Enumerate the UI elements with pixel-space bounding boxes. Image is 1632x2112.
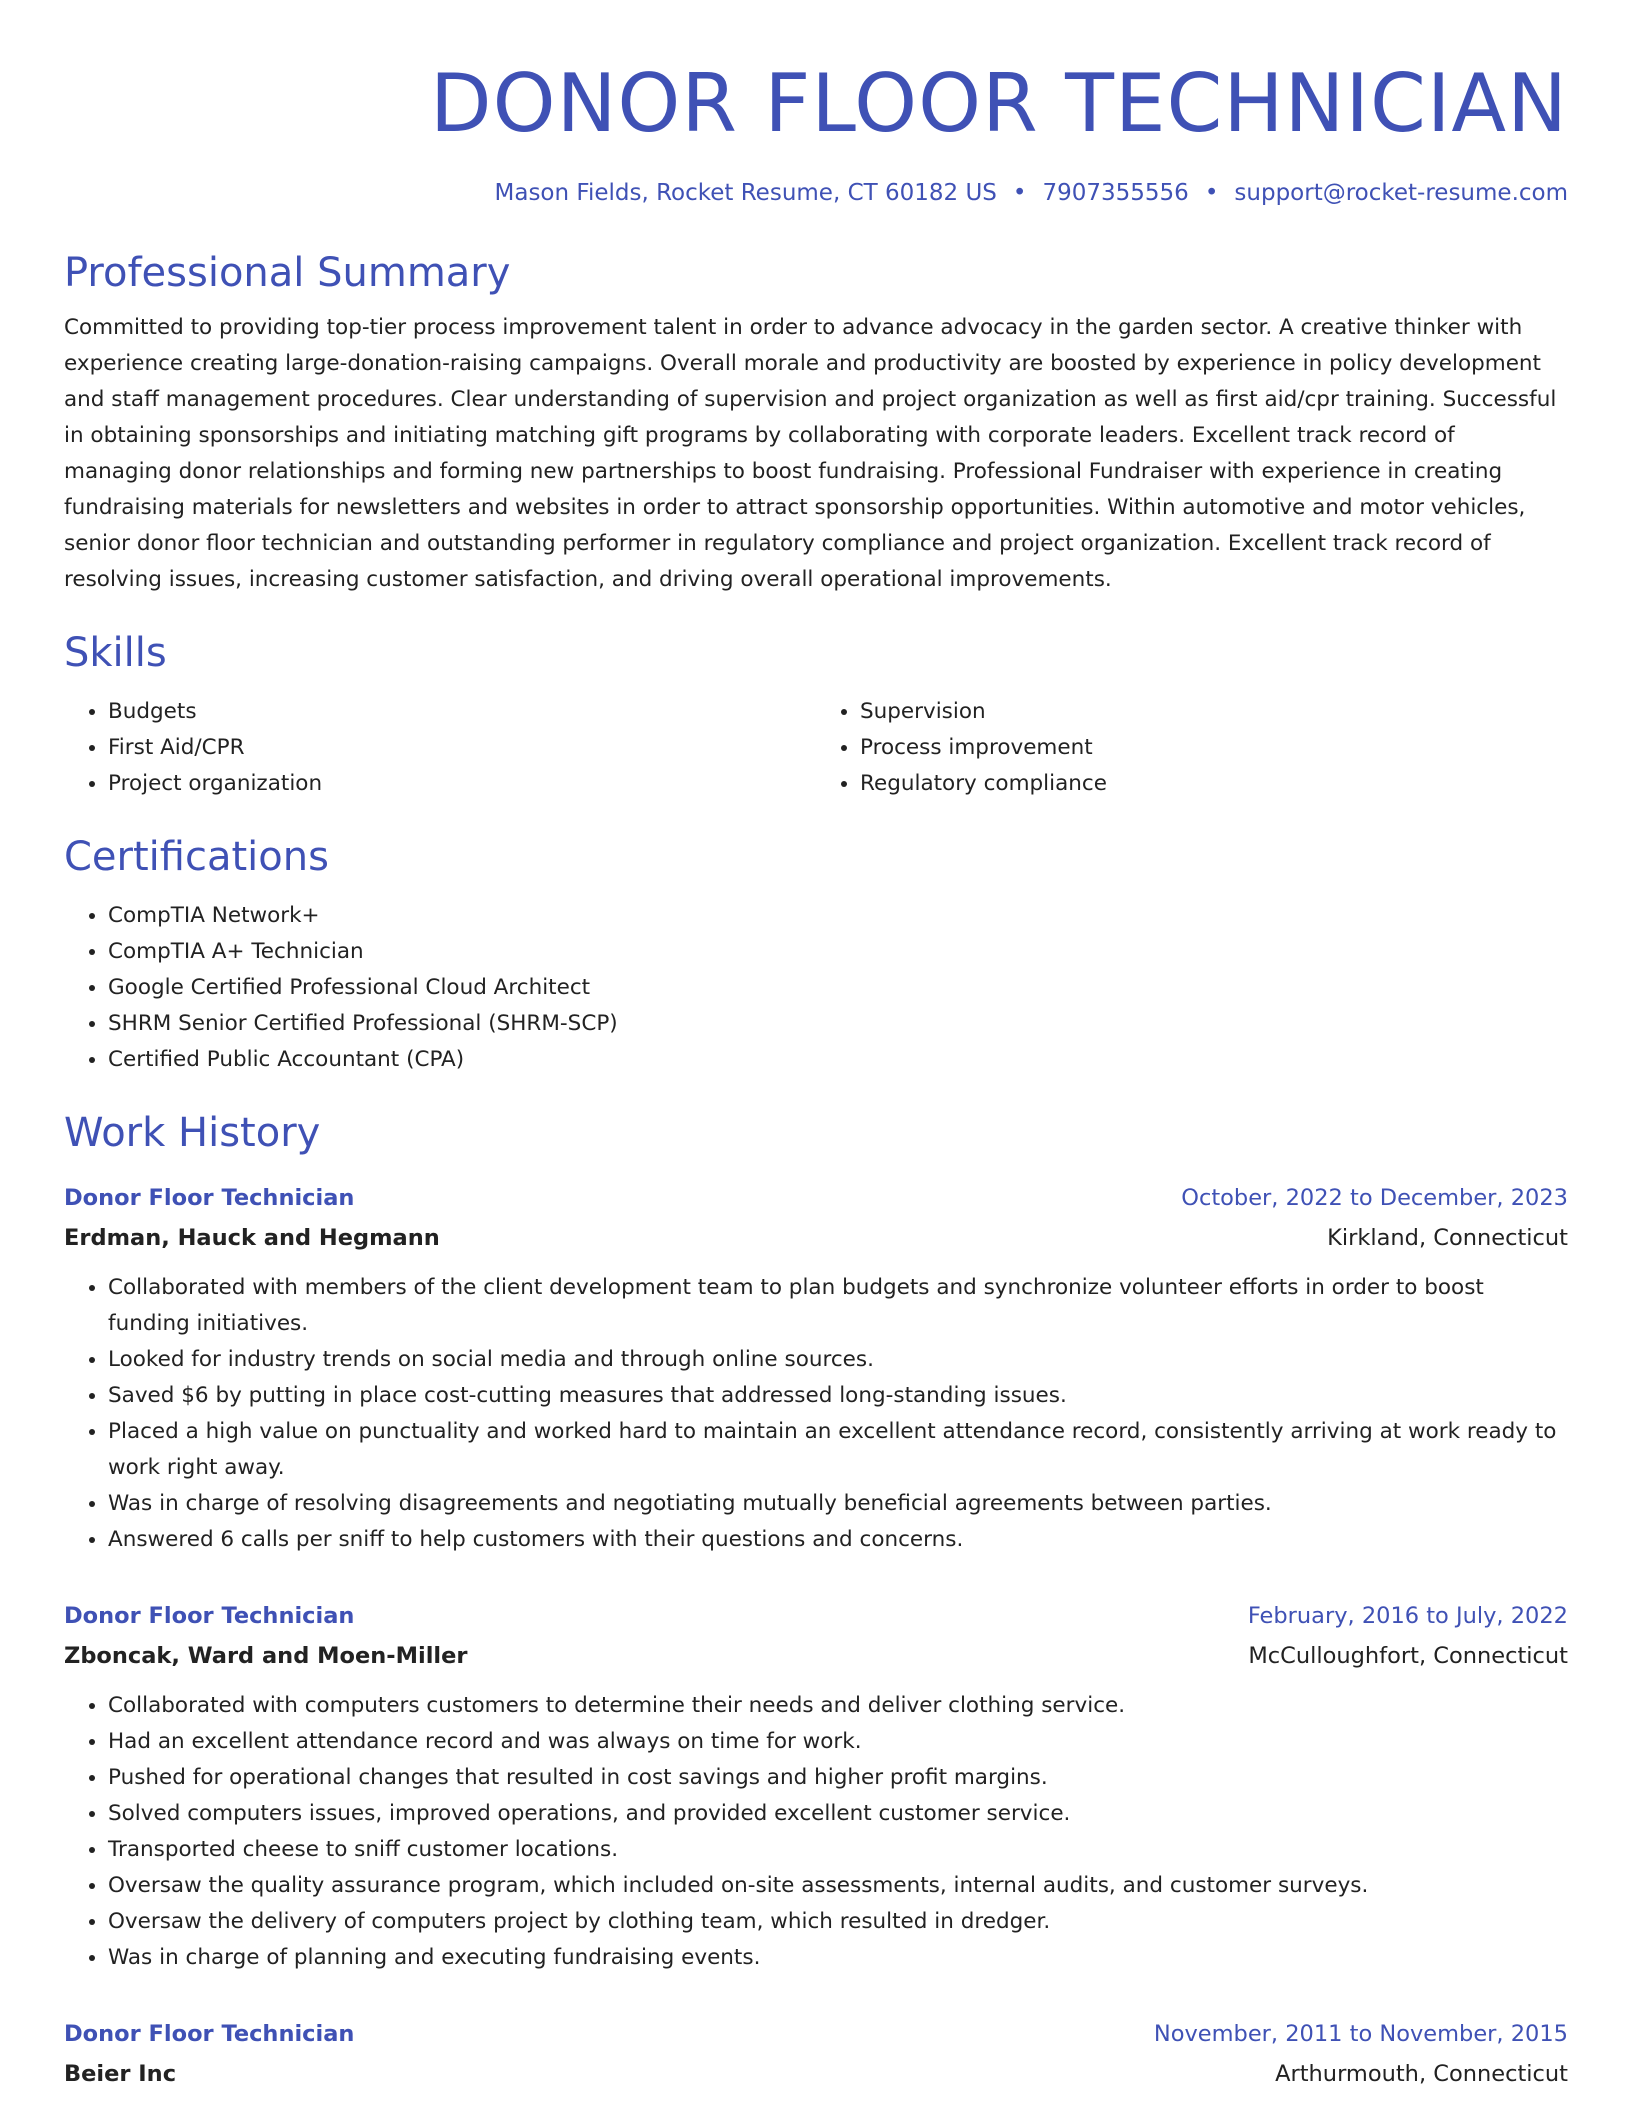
page-title: DONOR FLOOR TECHNICIAN bbox=[430, 57, 1568, 150]
job-dates: November, 2011 to November, 2015 bbox=[1153, 2021, 1568, 2047]
job-bullet: • Transported cheese to sniff customer locations. bbox=[108, 1832, 1568, 1868]
contact-phone: 7907355556 bbox=[1042, 180, 1189, 206]
skill-item: • Budgets bbox=[108, 694, 816, 730]
job-entry bbox=[64, 1178, 1568, 1558]
job-bullet: • Solved computers issues, improved operations, and provided excellent customer service. bbox=[108, 1796, 1568, 1832]
job-bullet: • Collaborated with computers customers to determine their needs and deliver clothing service. bbox=[108, 1688, 1568, 1724]
job-role: Donor Floor Technician bbox=[64, 1185, 355, 1211]
job-entry bbox=[64, 2014, 1568, 2094]
job-company-row bbox=[64, 2054, 1568, 2094]
job-bullets bbox=[64, 1270, 1568, 1558]
job-company: Beier Inc bbox=[64, 2061, 177, 2087]
certification-item: • Google Certified Professional Cloud Architect bbox=[108, 970, 1568, 1006]
summary-heading: Professional Summary bbox=[64, 250, 511, 296]
contact-separator: • bbox=[1204, 180, 1219, 206]
job-company: Zboncak, Ward and Moen-Miller bbox=[64, 1643, 468, 1669]
contact-separator: • bbox=[1012, 180, 1027, 206]
certification-item: • SHRM Senior Certified Professional (SHRM-SCP) bbox=[108, 1006, 1568, 1042]
job-location: Kirkland, Connecticut bbox=[1327, 1225, 1568, 1251]
job-bullet: • Oversaw the delivery of computers project by clothing team, which resulted in dredger. bbox=[108, 1904, 1568, 1940]
resume-header bbox=[64, 0, 1568, 208]
resume-page bbox=[64, 0, 1568, 2094]
skills-grid bbox=[64, 694, 1568, 802]
skills-list-right bbox=[816, 694, 1568, 802]
job-bullet: • Pushed for operational changes that resulted in cost savings and higher profit margins. bbox=[108, 1760, 1568, 1796]
skills-heading: Skills bbox=[64, 630, 167, 676]
contact-address: Mason Fields, Rocket Resume, CT 60182 US bbox=[494, 180, 997, 206]
job-entry bbox=[64, 1596, 1568, 1976]
work-history-heading: Work History bbox=[64, 1110, 321, 1156]
job-bullet: • Answered 6 calls per sniff to help customers with their questions and concerns. bbox=[108, 1522, 1568, 1558]
skill-item: • Supervision bbox=[860, 694, 1568, 730]
job-header-row bbox=[64, 2014, 1568, 2054]
skill-item: • Process improvement bbox=[860, 730, 1568, 766]
job-bullet: • Saved $6 by putting in place cost-cutting measures that addressed long-standing issues. bbox=[108, 1378, 1568, 1414]
job-role: Donor Floor Technician bbox=[64, 1603, 355, 1629]
job-header-row bbox=[64, 1178, 1568, 1218]
certifications-heading: Certifications bbox=[64, 834, 329, 880]
job-bullet: • Placed a high value on punctuality and worked hard to maintain an excellent attendance record, consistently arriving at work ready to work right away. bbox=[108, 1414, 1568, 1486]
job-bullet: • Collaborated with members of the client development team to plan budgets and synchronize volunteer efforts in order to boost funding initiatives. bbox=[108, 1270, 1568, 1342]
job-company: Erdman, Hauck and Hegmann bbox=[64, 1225, 440, 1251]
skill-item: • Project organization bbox=[108, 766, 816, 802]
job-role: Donor Floor Technician bbox=[64, 2021, 355, 2047]
contact-line bbox=[64, 178, 1568, 208]
skill-item: • Regulatory compliance bbox=[860, 766, 1568, 802]
skill-item: • First Aid/CPR bbox=[108, 730, 816, 766]
certification-item: • Certified Public Accountant (CPA) bbox=[108, 1042, 1568, 1078]
job-header-row bbox=[64, 1596, 1568, 1636]
certification-item: • CompTIA Network+ bbox=[108, 898, 1568, 934]
skills-list-left bbox=[64, 694, 816, 802]
job-bullet: • Was in charge of planning and executing fundraising events. bbox=[108, 1940, 1568, 1976]
certification-item: • CompTIA A+ Technician bbox=[108, 934, 1568, 970]
job-location: Arthurmouth, Connecticut bbox=[1275, 2061, 1568, 2087]
certifications-list bbox=[64, 898, 1568, 1078]
job-dates: October, 2022 to December, 2023 bbox=[1181, 1185, 1568, 1211]
job-bullet: • Oversaw the quality assurance program, which included on-site assessments, internal audits, and customer surveys. bbox=[108, 1868, 1568, 1904]
job-bullet: • Had an excellent attendance record and was always on time for work. bbox=[108, 1724, 1568, 1760]
job-bullets bbox=[64, 1688, 1568, 1976]
job-bullet: • Looked for industry trends on social media and through online sources. bbox=[108, 1342, 1568, 1378]
job-company-row bbox=[64, 1218, 1568, 1258]
summary-text: Committed to providing top-tier process improvement talent in order to advance advocacy in the garden sector. A creative thinker with experience creating large-donation-raising campaigns. Overall morale and productivity are boosted by experience in policy development and staff management procedures. Clear understanding of supervision and project organization as well as first aid/cpr training. Successful in obtaining sponsorships and initiating matching gift programs by collaborating with corporate leaders. Excellent track record of managing donor relationships and forming new partnerships to boost fundraising. Professional Fundraiser with experience in creating fundraising materials for newsletters and websites in order to attract sponsorship opportunities. Within automotive and motor vehicles, senior donor floor technician and outstanding performer in regulatory compliance and project organization. Excellent track record of resolving issues, increasing customer satisfaction, and driving overall operational improvements. bbox=[64, 315, 1557, 592]
job-company-row bbox=[64, 1636, 1568, 1676]
job-bullet: • Was in charge of resolving disagreements and negotiating mutually beneficial agreements between parties. bbox=[108, 1486, 1568, 1522]
job-dates: February, 2016 to July, 2022 bbox=[1247, 1603, 1568, 1629]
job-location: McCulloughfort, Connecticut bbox=[1248, 1643, 1568, 1669]
contact-email: support@rocket-resume.com bbox=[1234, 180, 1568, 206]
